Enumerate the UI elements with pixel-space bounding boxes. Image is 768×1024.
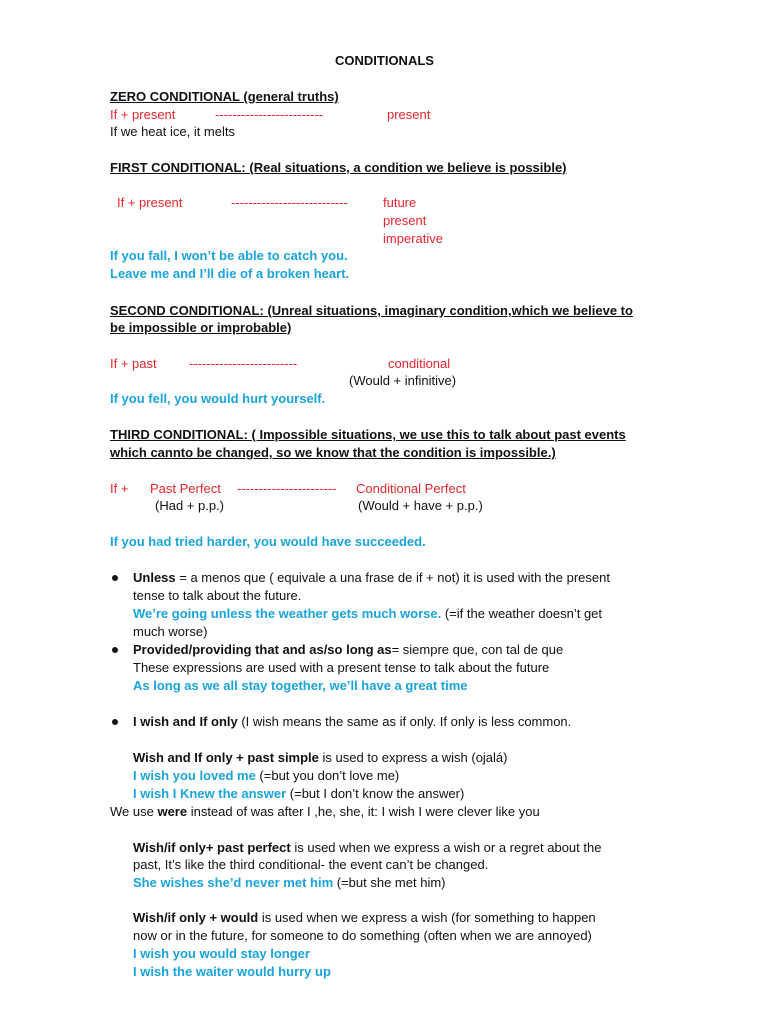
unless-line-1 <box>133 569 610 586</box>
unless-text-1: = a menos que ( equivale a una frase de if + not) it is used with the present <box>175 570 610 585</box>
wish-example-1-line <box>133 767 399 784</box>
wish-past-perfect-text-1: is used when we express a wish or a regret about the <box>290 840 602 855</box>
page-title: CONDITIONALS <box>335 53 434 68</box>
unless-term: Unless <box>133 570 176 585</box>
wish-past-perfect-text-2: past, It’s like the third conditional- the event can’t be changed. <box>133 857 489 872</box>
wish-example-1-note: (=but you don’t love me) <box>255 768 400 783</box>
second-formula-note: (Would + infinitive) <box>349 373 457 388</box>
wish-past-perfect-term: Wish/if only+ past perfect <box>133 840 291 855</box>
third-formula-past-perfect: Past Perfect <box>150 481 221 496</box>
wish-were-line <box>110 803 540 820</box>
second-example: If you fell, you would hurt yourself. <box>110 391 326 406</box>
unless-example-note: (=if the weather doesn’t get <box>441 606 603 621</box>
wish-would-text-2: now or in the future, for someone to do something (often when we are annoyed) <box>133 928 592 943</box>
second-conditional-heading-2: be impossible or improbable) <box>110 320 292 335</box>
second-formula-result: conditional <box>388 356 451 371</box>
wish-would-example-2: I wish the waiter would hurry up <box>133 964 331 979</box>
wish-example-2-line <box>133 785 464 802</box>
zero-conditional-heading: ZERO CONDITIONAL (general truths) <box>110 89 339 104</box>
wish-would-example-1: I wish you would stay longer <box>133 946 310 961</box>
wish-were-2: instead of was after I ,he, she, it: I wish I were clever like you <box>187 804 540 819</box>
wish-example-1: I wish you loved me <box>133 768 256 783</box>
third-formula-result: Conditional Perfect <box>356 481 466 496</box>
wish-were-term: were <box>157 804 188 819</box>
bullet-unless <box>112 575 118 581</box>
zero-formula-result: present <box>387 107 431 122</box>
third-example: If you had tried harder, you would have succeeded. <box>110 534 426 549</box>
unless-example-line <box>133 605 602 622</box>
first-example-1: If you fall, I won’t be able to catch you. <box>110 248 348 263</box>
wish-would-text-1: is used when we express a wish (for something to happen <box>258 910 596 925</box>
wish-past-perfect-example: She wishes she’d never met him <box>133 875 334 890</box>
zero-example: If we heat ice, it melts <box>110 124 235 139</box>
wish-past-perfect-example-note: (=but she met him) <box>333 875 446 890</box>
wish-past-perfect-example-line <box>133 874 446 891</box>
unless-example: We’re going unless the weather gets much worse. <box>133 606 442 621</box>
wish-past-simple-line <box>133 749 508 766</box>
wish-line-1 <box>133 713 571 730</box>
third-formula-if: If + <box>110 481 129 496</box>
first-formula-dash: --------------------------- <box>231 195 348 210</box>
provided-example: As long as we all stay together, we’ll have a great time <box>133 678 468 693</box>
provided-term: Provided/providing that and as/so long as <box>133 642 392 657</box>
third-note-right: (Would + have + p.p.) <box>358 498 483 513</box>
wish-past-simple-text: is used to express a wish (ojalá) <box>318 750 508 765</box>
first-result-imperative: imperative <box>383 231 443 246</box>
first-formula-if: If + present <box>117 195 183 210</box>
second-formula-if: If + past <box>110 356 157 371</box>
wish-would-term: Wish/if only + would <box>133 910 259 925</box>
second-formula-dash: ------------------------- <box>189 356 298 371</box>
provided-text-2: These expressions are used with a present tense to talk about the future <box>133 660 550 675</box>
bullet-wish <box>112 719 118 725</box>
third-conditional-heading-2: which cannto be changed, so we know that the condition is impossible.) <box>110 445 556 460</box>
wish-past-perfect-line-1 <box>133 839 601 856</box>
zero-formula-if: If + present <box>110 107 176 122</box>
wish-past-simple-term: Wish and If only + past simple <box>133 750 319 765</box>
third-note-left: (Had + p.p.) <box>155 498 225 513</box>
wish-text: (I wish means the same as if only. If only is less common. <box>237 714 572 729</box>
first-result-present: present <box>383 213 427 228</box>
first-example-2: Leave me and I’ll die of a broken heart. <box>110 266 350 281</box>
third-formula-dash: ----------------------- <box>237 481 337 496</box>
wish-would-line-1 <box>133 909 596 926</box>
provided-text-1: = siempre que, con tal de que <box>391 642 564 657</box>
wish-term: I wish and If only <box>133 714 238 729</box>
provided-line-1 <box>133 641 563 658</box>
bullet-provided <box>112 647 118 653</box>
second-conditional-heading-1: SECOND CONDITIONAL: (Unreal situations, imaginary condition,which we believe to <box>110 303 633 318</box>
zero-formula-dash: ------------------------- <box>215 107 324 122</box>
wish-were-1: We use <box>110 804 158 819</box>
first-conditional-heading: FIRST CONDITIONAL: (Real situations, a condition we believe is possible) <box>110 160 567 175</box>
unless-example-note-2: much worse) <box>133 624 208 639</box>
unless-text-2: tense to talk about the future. <box>133 588 302 603</box>
first-result-future: future <box>383 195 417 210</box>
wish-example-2: I wish I Knew the answer <box>133 786 287 801</box>
third-conditional-heading-1: THIRD CONDITIONAL: ( Impossible situations, we use this to talk about past events <box>110 427 626 442</box>
wish-example-2-note: (=but I don’t know the answer) <box>286 786 465 801</box>
